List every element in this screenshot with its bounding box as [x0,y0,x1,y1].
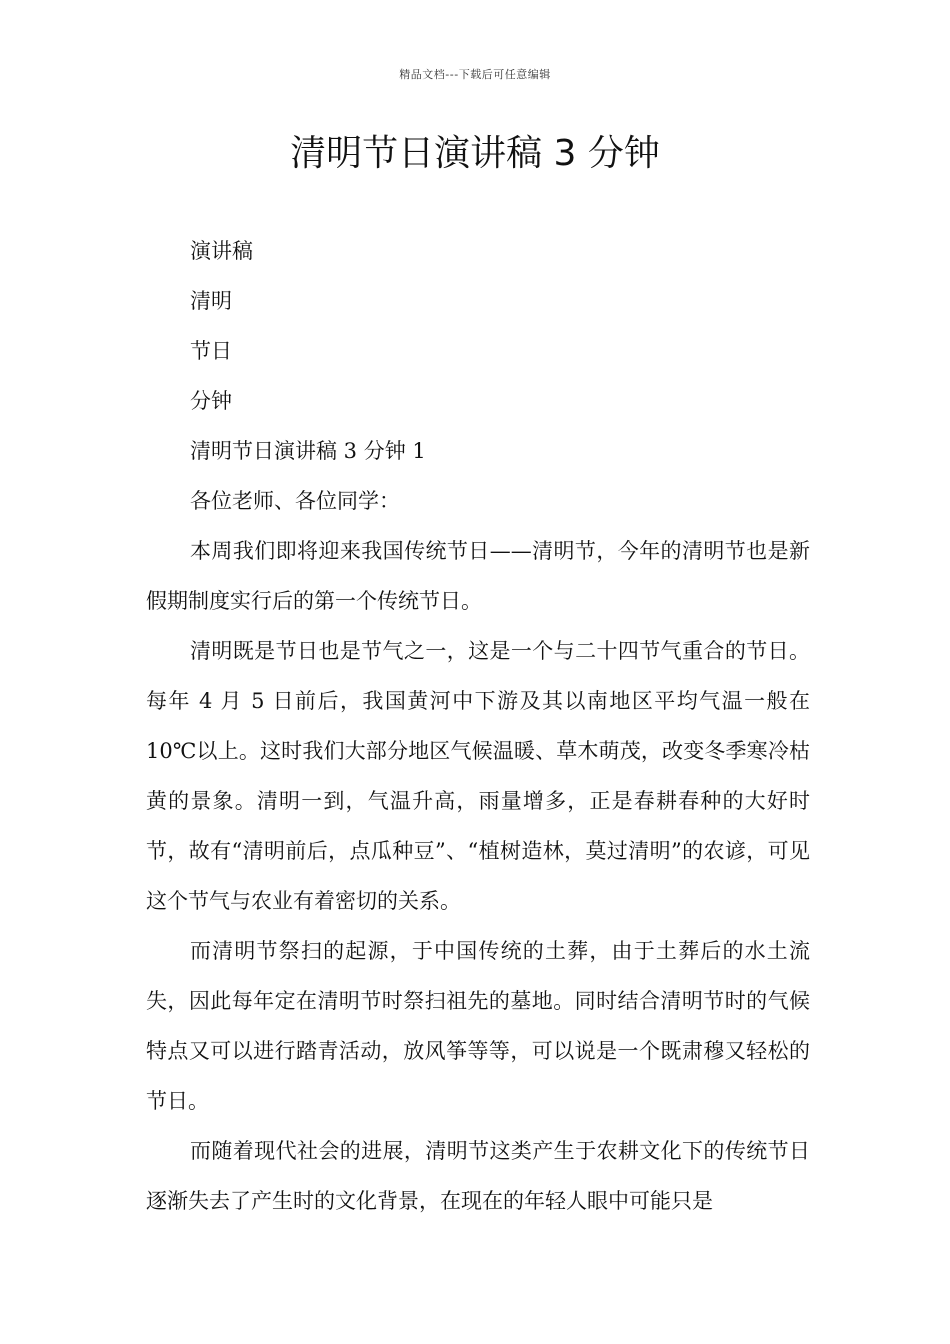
section-subtitle: 清明节日演讲稿 3 分钟 1 [190,439,426,463]
greeting: 各位老师、各位同学： [190,489,400,513]
keyword-line: 清明 [190,289,232,313]
keyword-line: 节日 [190,339,232,363]
keyword-line: 分钟 [190,389,232,413]
paragraph: 本周我们即将迎来我国传统节日——清明节，今年的清明节也是新假期制度实行后的第一个传统节日。 [146,539,810,613]
paragraph: 而清明节祭扫的起源，于中国传统的土葬，由于土葬后的水土流失，因此每年定在清明节时祭扫祖先的墓地。同时结合清明节时的气候特点又可以进行踏青活动，放风筝等等，可以说是一个既肃穆又轻松的节日。 [146,939,810,1113]
document-body [146,226,810,1226]
paragraph: 清明既是节日也是节气之一，这是一个与二十四节气重合的节日。每年 4 月 5 日前后，我国黄河中下游及其以南地区平均气温一般在 10℃以上。这时我们大部分地区气候温暖、草木萌茂，改变冬季寒冷枯黄的景象。清明一到，气温升高，雨量增多，正是春耕春种的大好时节，故有“清明前后，点瓜种豆”、“植树造林，莫过清明”的农谚，可见这个节气与农业有着密切的关系。 [146,639,810,913]
paragraph: 而随着现代社会的进展，清明节这类产生于农耕文化下的传统节日逐渐失去了产生时的文化背景，在现在的年轻人眼中可能只是 [146,1139,810,1213]
page-title: 清明节日演讲稿 3 分钟 [290,133,660,174]
keyword-line: 演讲稿 [190,239,253,263]
header-note: 精品文档---下载后可任意编辑 [399,68,551,81]
